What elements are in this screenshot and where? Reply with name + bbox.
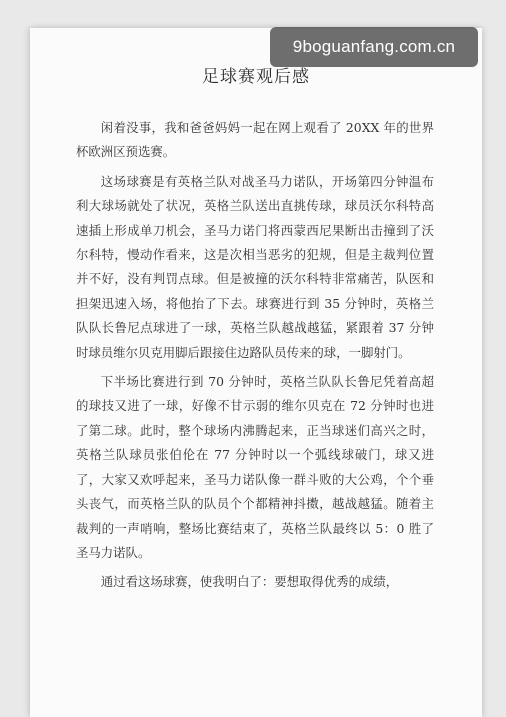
document-body	[76, 116, 434, 600]
paragraph-2: 这场球赛是有英格兰队对战圣马力诺队，开场第四分钟温布利大球场就处了状况，英格兰队送出直挑传球，球员沃尔科特高速插上形成单刀机会，圣马力诺门将西蒙西尼果断出击撞到了沃尔科特，慢动作看来，这是次相当恶劣的犯规，但是主裁判位置并不好，没有判罚点球。但是被撞的沃尔科特非常痛苦，队医和担架迅速入场，将他抬了下去。球赛进行到 35 分钟时，英格兰队队长鲁尼点球进了一球，英格兰队越战越猛，紧跟着 37 分钟时球员维尔贝克用脚后跟接住边路队员传来的球，一脚射门。	[76, 173, 434, 360]
paragraph-1: 闲着没事，我和爸爸妈妈一起在网上观看了 20XX 年的世界杯欧洲区预选赛。	[76, 120, 434, 160]
paragraph-3: 下半场比赛进行到 70 分钟时，英格兰队队长鲁尼凭着高超的球技又进了一球，好像不甘示弱的维尔贝克在 72 分钟时也进了第二球。此时，整个球场内沸腾起来，正当球迷们高兴之时，英格兰队球员张伯伦在 77 分钟时以一个弧线球破门，球又进了，大家又欢呼起来，圣马力诺队像一群斗败的大公鸡，个个垂头丧气，而英格兰队的队员个个都精神抖擞，越战越猛。随着主裁判的一声哨响，整场比赛结束了，英格兰队最终以 5：0 胜了圣马力诺队。	[76, 374, 434, 560]
document-title: 足球赛观后感	[202, 67, 310, 87]
paragraph-4: 通过看这场球赛，使我明白了：要想取得优秀的成绩，	[100, 574, 399, 590]
site-watermark: 9boguanfang.com.cn	[270, 27, 478, 67]
document-page	[30, 28, 482, 717]
